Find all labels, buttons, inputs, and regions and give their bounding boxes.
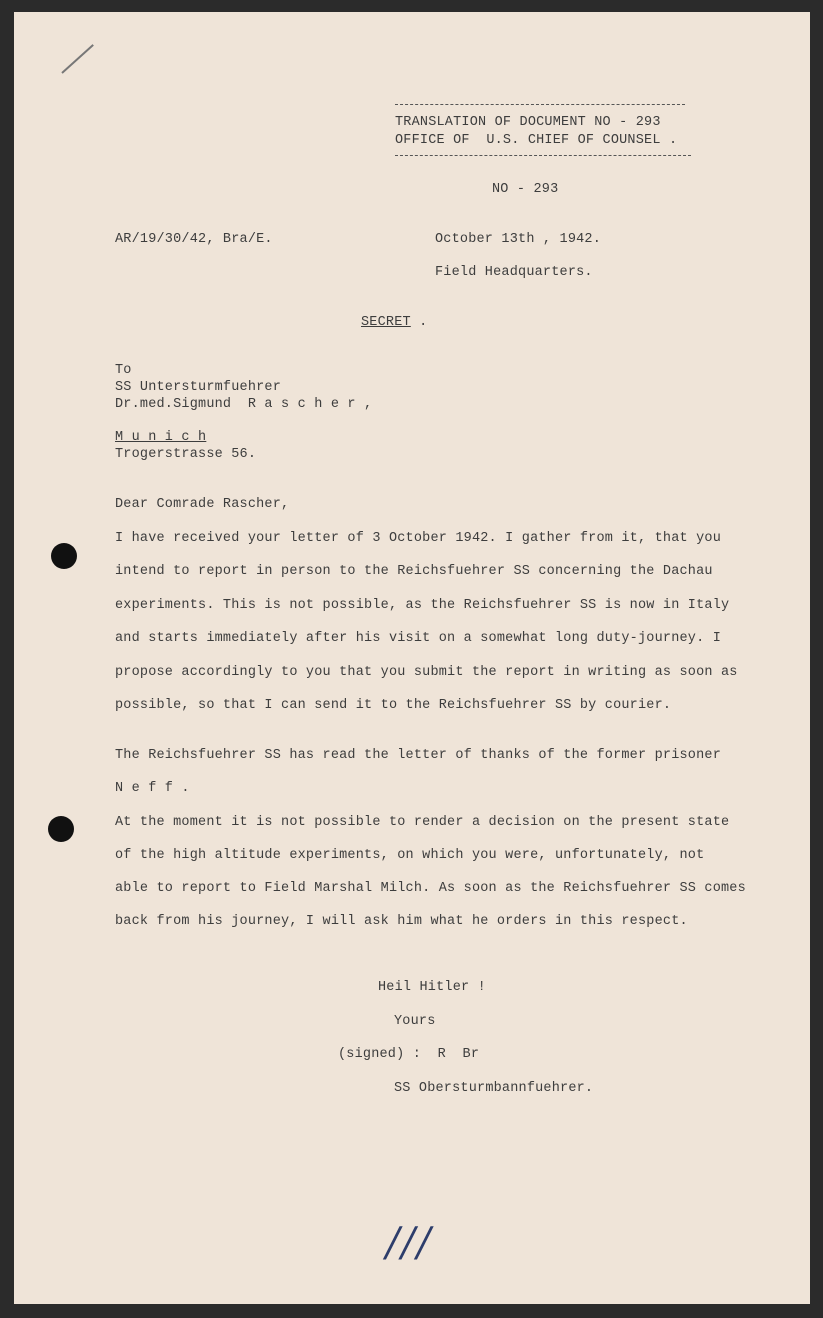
header-rule-top <box>395 104 685 105</box>
closing-yours: Yours <box>394 1014 436 1029</box>
paragraph3-line: able to report to Field Marshal Milch. As soon as the Reichsfuehrer SS comes <box>115 881 746 896</box>
paragraph1-line: experiments. This is not possible, as the Reichsfuehrer SS is now in Italy <box>115 598 730 613</box>
paragraph1-line: possible, so that I can send it to the Reichsfuehrer SS by courier. <box>115 698 672 713</box>
recipient-to: To <box>115 363 132 378</box>
classification-label: SECRET <box>361 315 411 330</box>
binder-hole-top <box>51 543 77 569</box>
closing-title: SS Obersturmbannfuehrer. <box>394 1081 594 1096</box>
binder-hole-bottom <box>48 816 74 842</box>
header-line-2: OFFICE OF U.S. CHIEF OF COUNSEL . <box>395 133 678 148</box>
paragraph2-line: The Reichsfuehrer SS has read the letter of thanks of the former prisoner <box>115 748 721 763</box>
header-rule-bottom <box>395 155 691 156</box>
paragraph1-line: propose accordingly to you that you submit the report in writing as soon as <box>115 665 738 680</box>
paragraph1-line: intend to report in person to the Reichsfuehrer SS concerning the Dachau <box>115 564 713 579</box>
classification-suffix: . <box>410 315 428 330</box>
pencil-mark <box>61 44 94 74</box>
paragraph1-line: I have received your letter of 3 October 1942. I gather from it, that you <box>115 531 721 546</box>
recipient-city: M u n i c h <box>115 430 207 445</box>
handwritten-page-mark: /// <box>386 1220 433 1266</box>
paragraph3-line: of the high altitude experiments, on which you were, unfortunately, not <box>115 848 705 863</box>
closing-signed: (signed) : R Br <box>338 1047 480 1062</box>
header-line-1: TRANSLATION OF DOCUMENT NO - 293 <box>395 115 661 130</box>
letter-date: October 13th , 1942. <box>435 232 602 247</box>
reference-code: AR/19/30/42, Bra/E. <box>115 232 273 247</box>
paragraph1-line: and starts immediately after his visit on a somewhat long duty-journey. I <box>115 631 721 646</box>
letter-place: Field Headquarters. <box>435 265 593 280</box>
document-page <box>14 12 810 1304</box>
closing-greeting: Heil Hitler ! <box>378 980 486 995</box>
classification <box>361 315 427 330</box>
document-number: NO - 293 <box>492 182 559 197</box>
paragraph2-line: N e f f . <box>115 781 190 796</box>
recipient-street: Trogerstrasse 56. <box>115 447 257 462</box>
recipient-rank: SS Untersturmfuehrer <box>115 380 282 395</box>
salutation: Dear Comrade Rascher, <box>115 497 290 512</box>
paragraph3-line: back from his journey, I will ask him what he orders in this respect. <box>115 914 688 929</box>
paragraph3-line: At the moment it is not possible to render a decision on the present state <box>115 815 730 830</box>
recipient-name: Dr.med.Sigmund R a s c h e r , <box>115 397 373 412</box>
